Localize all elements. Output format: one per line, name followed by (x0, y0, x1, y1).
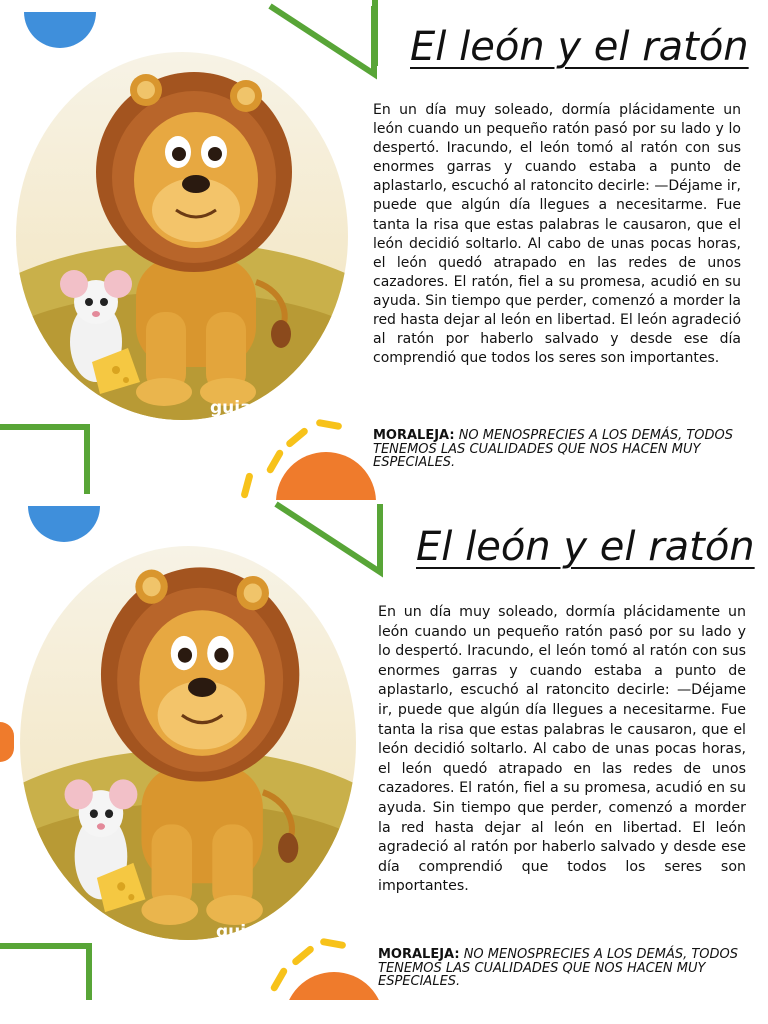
moral-text: NO MENOSPRECIES A LOS DEMÁS, TODOS TENEMOS LAS CUALIDADES QUE NOS HACEN MUY ESPECIALES. (373, 428, 734, 470)
illustration-watermark: guia (210, 398, 252, 418)
orange-side-decoration (0, 722, 14, 762)
fable-card-2 (0, 500, 768, 1000)
yellow-dash-decoration (291, 944, 315, 966)
green-chevron-decoration (272, 500, 392, 580)
yellow-dash-decoration (320, 938, 347, 949)
moral-text: NO MENOSPRECIES A LOS DEMÁS, TODOS TENEMOS LAS CUALIDADES QUE NOS HACEN MUY ESPECIALES. (378, 947, 739, 989)
lion-mouse-svg (16, 52, 348, 420)
yellow-dash-decoration (285, 426, 309, 448)
yellow-dash-decoration (240, 472, 253, 499)
fable-card-1 (0, 0, 768, 500)
orange-semicircle-decoration (284, 972, 384, 1000)
orange-semicircle-decoration (276, 452, 376, 500)
moral-block (378, 948, 746, 989)
moral-label: MORALEJA: (378, 947, 460, 962)
story-title: El león y el ratón (410, 24, 749, 70)
story-title: El león y el ratón (416, 524, 755, 570)
green-corner-decoration (0, 424, 90, 494)
green-chevron-decoration (266, 2, 386, 82)
lion-and-mouse-illustration (16, 52, 348, 420)
lion-and-mouse-illustration (20, 546, 356, 940)
green-corner-decoration (0, 943, 92, 1000)
lion-mouse-svg (20, 546, 356, 940)
moral-label: MORALEJA: (373, 428, 455, 443)
yellow-dash-decoration (316, 419, 343, 430)
yellow-dash-decoration (265, 448, 284, 474)
moral-block (373, 429, 741, 470)
blue-semicircle-decoration (24, 12, 96, 48)
story-text: En un día muy soleado, dormía plácidamente un león cuando un pequeño ratón pasó por su lado y lo despertó. Iracundo, el león tomó al ratón con sus enormes garras y cuando estaba a punto de aplastarlo, escuchó al ratoncito decirle: —Déjame ir, puede que algún día llegues a necesitarme. Fue tanta la risa que estas palabras le causaron, que el león decidió soltarlo. Al cabo de unas pocas horas, el león quedó atrapado en las redes de unos cazadores. El ratón, fiel a su promesa, acudió en su ayuda. Sin tiempo que perder, comenzó a morder la red hasta dejar al león en libertad. El león agradeció al ratón por haberlo salvado y desde ese día comprendió que todos los seres son importantes. (378, 604, 746, 895)
yellow-dash-decoration (269, 966, 288, 992)
blue-semicircle-decoration (28, 506, 100, 542)
story-text: En un día muy soleado, dormía plácidamente un león cuando un pequeño ratón pasó por su lado y lo despertó. Iracundo, el león tomó al ratón con sus enormes garras y cuando estaba a punto de aplastarlo, escuchó al ratoncito decirle: —Déjame ir, puede que algún día llegues a necesitarme. Fue tanta la risa que estas palabras le causaron, que el león decidió soltarlo. Al cabo de unas pocas horas, el león quedó atrapado en las redes de unos cazadores. El ratón, fiel a su promesa, acudió en su ayuda. Sin tiempo que perder, comenzó a morder la red hasta dejar al león en libertad. El león agradeció al ratón por haberlo salvado y desde ese día comprendió que todos los seres son importantes. (373, 102, 742, 367)
illustration-watermark: guia (216, 922, 258, 942)
